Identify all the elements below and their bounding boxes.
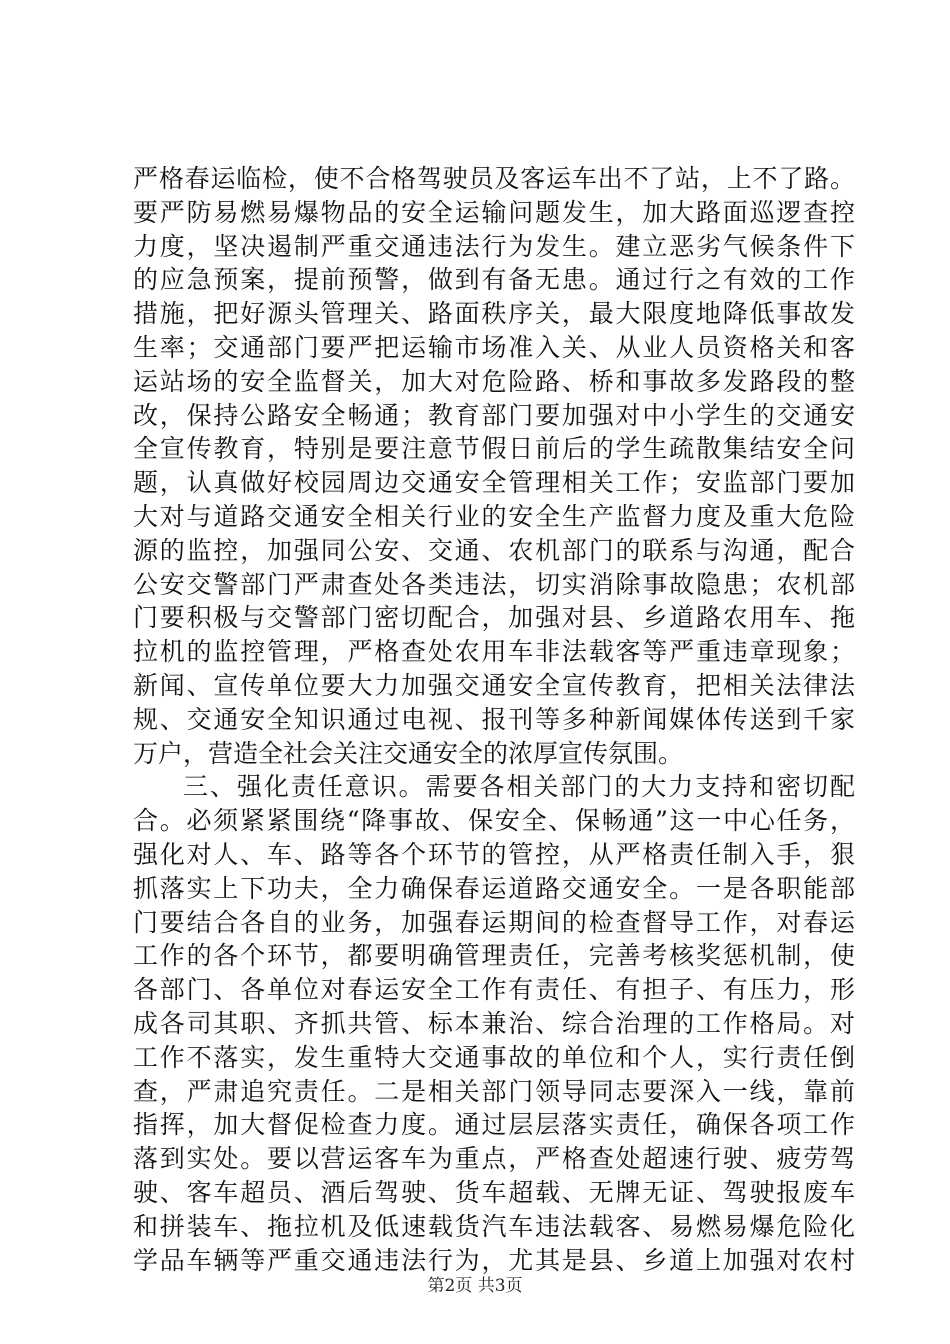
text-line: 指挥，加大督促检查力度。通过层层落实责任，确保各项工作: [133, 1110, 855, 1140]
text-line: 新闻、宣传单位要大力加强交通安全宣传教育，把相关法律法: [133, 670, 855, 700]
text-line: 公安交警部门严肃查处各类违法，切实消除事故隐患；农机部: [133, 569, 855, 599]
text-line: 工作的各个环节，都要明确管理责任，完善考核奖惩机制，使: [133, 941, 855, 971]
text-line: 门要积极与交警部门密切配合，加强对县、乡道路农用车、拖: [133, 603, 855, 633]
text-line: 查，严肃追究责任。二是相关部门领导同志要深入一线，靠前: [133, 1076, 855, 1106]
text-line: 源的监控，加强同公安、交通、农机部门的联系与沟通，配合: [133, 535, 855, 565]
text-line: 运站场的安全监督关，加大对危险路、桥和事故多发路段的整: [133, 366, 855, 396]
text-line: 合。必须紧紧围绕“降事故、保安全、保畅通”这一中心任务，: [133, 806, 855, 836]
text-line: 和拼装车、拖拉机及低速载货汽车违法载客、易燃易爆危险化: [133, 1211, 855, 1241]
text-line: 规、交通安全知识通过电视、报刊等多种新闻媒体传送到千家: [133, 704, 855, 734]
text-line: 大对与道路交通安全相关行业的安全生产监督力度及重大危险: [133, 501, 855, 531]
document-body: [133, 162, 855, 1277]
text-line: 成各司其职、齐抓共管、标本兼治、综合治理的工作格局。对: [133, 1008, 855, 1038]
text-line: 驶、客车超员、酒后驾驶、货车超载、无牌无证、驾驶报废车: [133, 1177, 855, 1207]
text-line: 改，保持公路安全畅通；教育部门要加强对中小学生的交通安: [133, 400, 855, 430]
text-line: 学品车辆等严重交通违法行为，尤其是县、乡道上加强对农村: [133, 1245, 855, 1275]
text-line: 的应急预案，提前预警，做到有备无患。通过行之有效的工作: [133, 265, 855, 295]
text-line: 严格春运临检，使不合格驾驶员及客运车出不了站，上不了路。: [133, 164, 855, 193]
text-line: 要严防易燃易爆物品的安全运输问题发生，加大路面巡逻查控: [133, 197, 855, 227]
text-line: 工作不落实，发生重特大交通事故的单位和个人，实行责任倒: [133, 1042, 855, 1072]
text-line: 生率；交通部门要严把运输市场准入关、从业人员资格关和客: [133, 332, 855, 362]
text-line: 各部门、各单位对春运安全工作有责任、有担子、有压力，形: [133, 975, 855, 1005]
text-line: 落到实处。要以营运客车为重点，严格查处超速行驶、疲劳驾: [133, 1144, 855, 1174]
text-line: 题，认真做好校园周边交通安全管理相关工作；安监部门要加: [133, 468, 855, 498]
text-line: 全宣传教育，特别是要注意节假日前后的学生疏散集结安全问: [133, 434, 855, 464]
paragraph-end-line: 万户，营造全社会关注交通安全的浓厚宣传氛围。: [133, 738, 684, 768]
text-line: 门要结合各自的业务，加强春运期间的检查督导工作，对春运: [133, 907, 855, 937]
text-line: 措施，把好源头管理关、路面秩序关，最大限度地降低事故发: [133, 299, 855, 329]
text-line: 力度，坚决遏制严重交通违法行为发生。建立恶劣气候条件下: [133, 231, 855, 261]
text-line: 拉机的监控管理，严格查处农用车非法载客等严重违章现象；: [133, 637, 855, 667]
text-line: 强化对人、车、路等各个环节的管控，从严格责任制入手，狠: [133, 839, 855, 869]
text-line: 抓落实上下功夫，全力确保春运道路交通安全。一是各职能部: [133, 873, 855, 903]
section-heading-line: 三、强化责任意识。需要各相关部门的大力支持和密切配: [183, 772, 855, 802]
page-number-footer: 第2页 共3页: [427, 1276, 523, 1296]
